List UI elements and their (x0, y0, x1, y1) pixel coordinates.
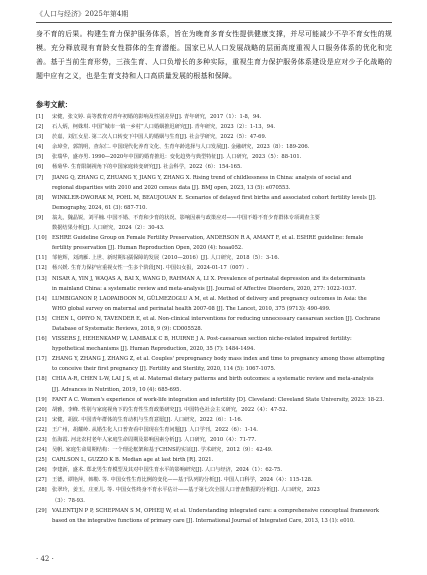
reference-text: fertility preservation [J]. Human Reproduction Open, 2020 (4): hoaa052. (52, 245, 243, 252)
reference-number: [13] (36, 275, 47, 282)
reference-text: 余璋莹，郭凯明，查东仁. 中国现代化养育文化、生育年龄选择与人口发展[J]. 金融研究，2023（8）：189-206. (52, 144, 310, 151)
reference-number: [10] (36, 235, 47, 242)
reference-text: ZHANG Y, ZHANG J, ZHANG Z, et al. Couples' prepregnancy body mass index and time to pregnancy among those attempting (52, 356, 385, 363)
reference-text: 杨菊华. 生育限制视角下的中国家庭转变研究[J]. 社会科学，2022（6）：154-165. (52, 164, 242, 171)
reference-item (36, 253, 392, 263)
running-header: 《人口与经济》2025年第4期 (36, 10, 392, 23)
reference-text: 张瑞华，盛亦男. 1990—2020年中国的婚育推迟：变化趋势与典型特征[J]. 人口研究，2023（5）：88-101. (52, 154, 302, 161)
reference-item (36, 142, 392, 152)
reference-number: [19] (36, 396, 47, 403)
reference-item (36, 485, 392, 495)
reference-number: [5] (36, 154, 44, 161)
reference-item (36, 374, 392, 384)
reference-text: [J]. Advances in Nutrition, 2019, 10 (4): 685-695. (52, 386, 182, 393)
reference-item (36, 122, 392, 132)
reference-number: [17] (36, 356, 47, 363)
reference-item (36, 314, 392, 324)
body-text (36, 27, 392, 83)
reference-item (36, 213, 392, 223)
reference-text: WINKLER-DWORAK M, POHL M, BEAUJOUAN E. Scenarios of delayed first births and associated cohort fertility levels [J]. (52, 194, 377, 201)
reference-text: CHIA A-R, CHEN L-W, LAI J S, et al. Maternal dietary patterns and birth outcomes: a systematic review and meta-analysis (52, 376, 374, 383)
reference-item (36, 506, 392, 516)
reference-text: LUMBIGANON P, LAOPAIBOON M, GÜLMEZOGLU A M, et al. Method of delivery and pregnancy outcomes in Asia: the (52, 295, 367, 302)
reference-number: [29] (36, 507, 47, 514)
reference-text: Demography, 2024, 61 (3): 687-710. (52, 204, 148, 211)
reference-text: FANT A C. Women's experience of work-life integration and infertility [D]. Cleveland: Cleveland State University, 2023: 18-23. (52, 396, 385, 403)
reference-text: 李建新，盛术. 郑北男生育模型及其对中国生育水平的影响研究[J]. 人口与经济，2024（1）：62-75. (52, 467, 282, 474)
reference-number: [24] (36, 447, 47, 454)
reference-number: [1] (36, 114, 44, 120)
reference-text: VISSERS J, HEHENKAMP W, LAMBALK C B, HUIRNE J A. Post-caesarean section niche-related impaired fertility: (52, 336, 352, 343)
reference-text: 胡雅，李峰. 性别与家庭视角下的生育性生育政策研究[J]. 中国特色社会主义研究，2022（4）：47-52. (52, 406, 288, 413)
reference-item-continuation (36, 344, 392, 354)
reference-item (36, 455, 392, 465)
body-paragraph: 身不育的后果。构建生育力保护服务体系，旨在为晚育多育女性提供健康支撑，并尽可能减少不孕不育女性的规模。充分释放现有育龄女性群体的生育潜能。国家已从人口发展战略的层面高度重视人口服务体系的优化和完善。基于当前生育形势，三孩生育、人口负增长的多种实际，重视生育力保护服务体系建设是应对少子化战略的题中应有之义，也是生育支持和人口高质量发展的根基和保障。 (36, 30, 392, 80)
reference-text: VALENTIJN P P, SCHEPMAN S M, OPHEIJ W, et al. Understanding integrated care: a comprehensive conceptual framework (52, 507, 379, 514)
reference-number: [18] (36, 376, 47, 383)
reference-text: 石人炳，柯姝琪. 中国“城市一镇一乡村”人口婚姻推迟研究[J]. 青年研究，2023（2）：1-13，94. (52, 124, 276, 131)
reference-number: [21] (36, 416, 47, 423)
reference-item-continuation (36, 304, 392, 314)
reference-text: to conceive their first pregnancy [J]. Fertility and Sterility, 2020, 114 (5): 1067-1075. (52, 366, 276, 373)
reference-text: CARLSON L, GUZZO K B. Median age at last birth [R]. 2021. (52, 457, 214, 464)
reference-text: 宋健，张文婷. 高等教育对青年初婚的影响及性别差异[J]. 青年研究，2017（1）：1-8，94. (52, 114, 262, 120)
reference-item (36, 152, 392, 162)
reference-item-continuation (36, 496, 392, 506)
reference-text: 吴帆. 家庭生命周期结构：一个理论框架和基于CHNS的实证[J]. 学术研究，2012（9）：42-49. (52, 447, 273, 454)
reference-item (36, 162, 392, 172)
reference-item-continuation (36, 385, 392, 395)
reference-text: WHO global survey on maternal and perinatal health 2007-08 [J]. The Lancet, 2010, 375 (9713): 490-499. (52, 305, 331, 312)
page-number: · 42 · (36, 555, 54, 563)
reference-item (36, 233, 392, 243)
reference-list (36, 112, 392, 526)
reference-text: ESHRE Guideline Group on Female Fertility Preservation, ANDERSON R A, AMANT F, et al. ESHRE guideline: female (52, 235, 364, 242)
reference-number: [16] (36, 336, 47, 343)
reference-number: [28] (36, 487, 47, 494)
reference-item (36, 425, 392, 435)
reference-number: [22] (36, 426, 47, 433)
reference-item (36, 193, 392, 203)
reference-text: Database of Systematic Reviews, 2018, 9 (9): CD005528. (52, 325, 203, 332)
journal-page (36, 0, 392, 575)
reference-item (36, 334, 392, 344)
reference-item-continuation (36, 284, 392, 294)
reference-number: [27] (36, 477, 47, 484)
reference-item (36, 445, 392, 455)
reference-number: [26] (36, 467, 47, 474)
reference-text: 王广州，胡耀岭. 从婚生化人口普查看中国现在生育问题[J]. 人口学刊，2022（6）：1-14. (52, 426, 258, 433)
reference-text: hypothetical mechanisms [J]. Human Reproduction, 2020, 35 (7): 1484-1494. (52, 346, 256, 353)
reference-text: 宋健，胡波. 中国青年群体的生育动机与生育意愿[J]. 人口研究，2022（6）：1-16. (52, 416, 243, 423)
reference-text: 张翠玲，姜玉，庄亚儿. 等. 中国女性终身不育水平估计——基于第七次全国人口普查数据的分析[J]. 人口研究，2023 (52, 487, 320, 494)
reference-text: 翁丸，魏晶锐，刘平楠. 中国不婚、不育和少育的状况、影响因素与政策应对——中国不婚不育少育群体专项调查主要 (52, 214, 320, 221)
reference-item (36, 465, 392, 475)
reference-number: [4] (36, 144, 44, 151)
reference-number: [11] (36, 255, 47, 262)
reference-item (36, 475, 392, 485)
reference-text: regional disparities with 2010 and 2020 census data [J]. BMJ open, 2023, 13 (5): e070553. (52, 184, 291, 191)
reference-text: （3）：78-93. (52, 497, 85, 504)
reference-text: 邹艳辉，刘鸿雁. 上世、新时期妇孺保障的发展（2010—2016）[J]. 人口研究，2018（5）：3-16. (52, 255, 280, 262)
reference-item (36, 395, 392, 405)
reference-item-continuation (36, 223, 392, 233)
reference-number: [20] (36, 406, 47, 413)
reference-number: [15] (36, 315, 47, 322)
reference-text: 杨兴媛. 生育力保护应重视女性一生多个阶段[N]. 中国妇女报，2024-01-17（007）. (52, 265, 249, 272)
reference-number: [7] (36, 174, 44, 181)
reference-item-continuation (36, 243, 392, 253)
reference-item-continuation (36, 324, 392, 334)
reference-number: [14] (36, 295, 47, 302)
reference-text: based on the integrative functions of primary care [J]. International Journal of Integrated Care, 2013, 13 (1): e010. (52, 517, 355, 524)
reference-number: [2] (36, 124, 44, 131)
reference-item (36, 112, 392, 122)
reference-item-continuation (36, 364, 392, 374)
reference-item (36, 132, 392, 142)
reference-text: 王德，谭艳萍，韩勒. 等. 中国女性生育比例的变化——基于队列的分析[J]. 中国人口科学，2024（4）：115-128. (52, 477, 313, 484)
reference-item-continuation (36, 516, 392, 526)
reference-text: NISAR A, YIN J, WAQAS A, BAI X, WANG D, RAHMAN A, LI X. Prevalence of perinatal depression and its determinants (52, 275, 366, 282)
reference-number: [23] (36, 437, 47, 443)
reference-item (36, 294, 392, 304)
reference-item-continuation (36, 203, 392, 213)
reference-text: CHEN L, OPIYO N, TAVENDER E, et al. Non-clinical interventions for reducing unnecessary caesarean section [J]. Cochrane (52, 315, 381, 322)
references-heading: 参考文献： (36, 100, 72, 109)
reference-item (36, 274, 392, 284)
reference-item (36, 415, 392, 425)
reference-item-continuation (36, 183, 392, 193)
reference-text: 於嘉，刘江女星. 第二次人口转变下中国人的婚姻与生育[J]. 社会学研究，2022（5）：47-69. (52, 134, 267, 141)
reference-item (36, 405, 392, 415)
reference-number: [9] (36, 214, 44, 221)
reference-number: [12] (36, 265, 47, 272)
reference-item (36, 435, 392, 445)
reference-text: JIANG Q, ZHANG C, ZHUANG Y, JIANG Y, ZHANG X. Rising trend of childlessness in China: analysis of social and (52, 174, 352, 181)
reference-number: [8] (36, 194, 44, 201)
reference-number: [25] (36, 457, 47, 464)
reference-item (36, 173, 392, 183)
reference-text: 伍海霞. 河北农村老年人家庭生命周期及影响因素分析[J]. 人口研究，2010（4）：71-77. (52, 437, 257, 443)
reference-text: 数据结果分析[J]. 人口研究，2024（2）：30-43. (52, 225, 165, 232)
reference-text: in mainland China: a systematic review and meta-analysis [J]. Journal of Affective Disorders, 2020, 277: 1022-1037. (52, 285, 357, 292)
reference-item (36, 263, 392, 273)
reference-item (36, 354, 392, 364)
reference-number: [3] (36, 134, 44, 141)
reference-number: [6] (36, 164, 44, 171)
